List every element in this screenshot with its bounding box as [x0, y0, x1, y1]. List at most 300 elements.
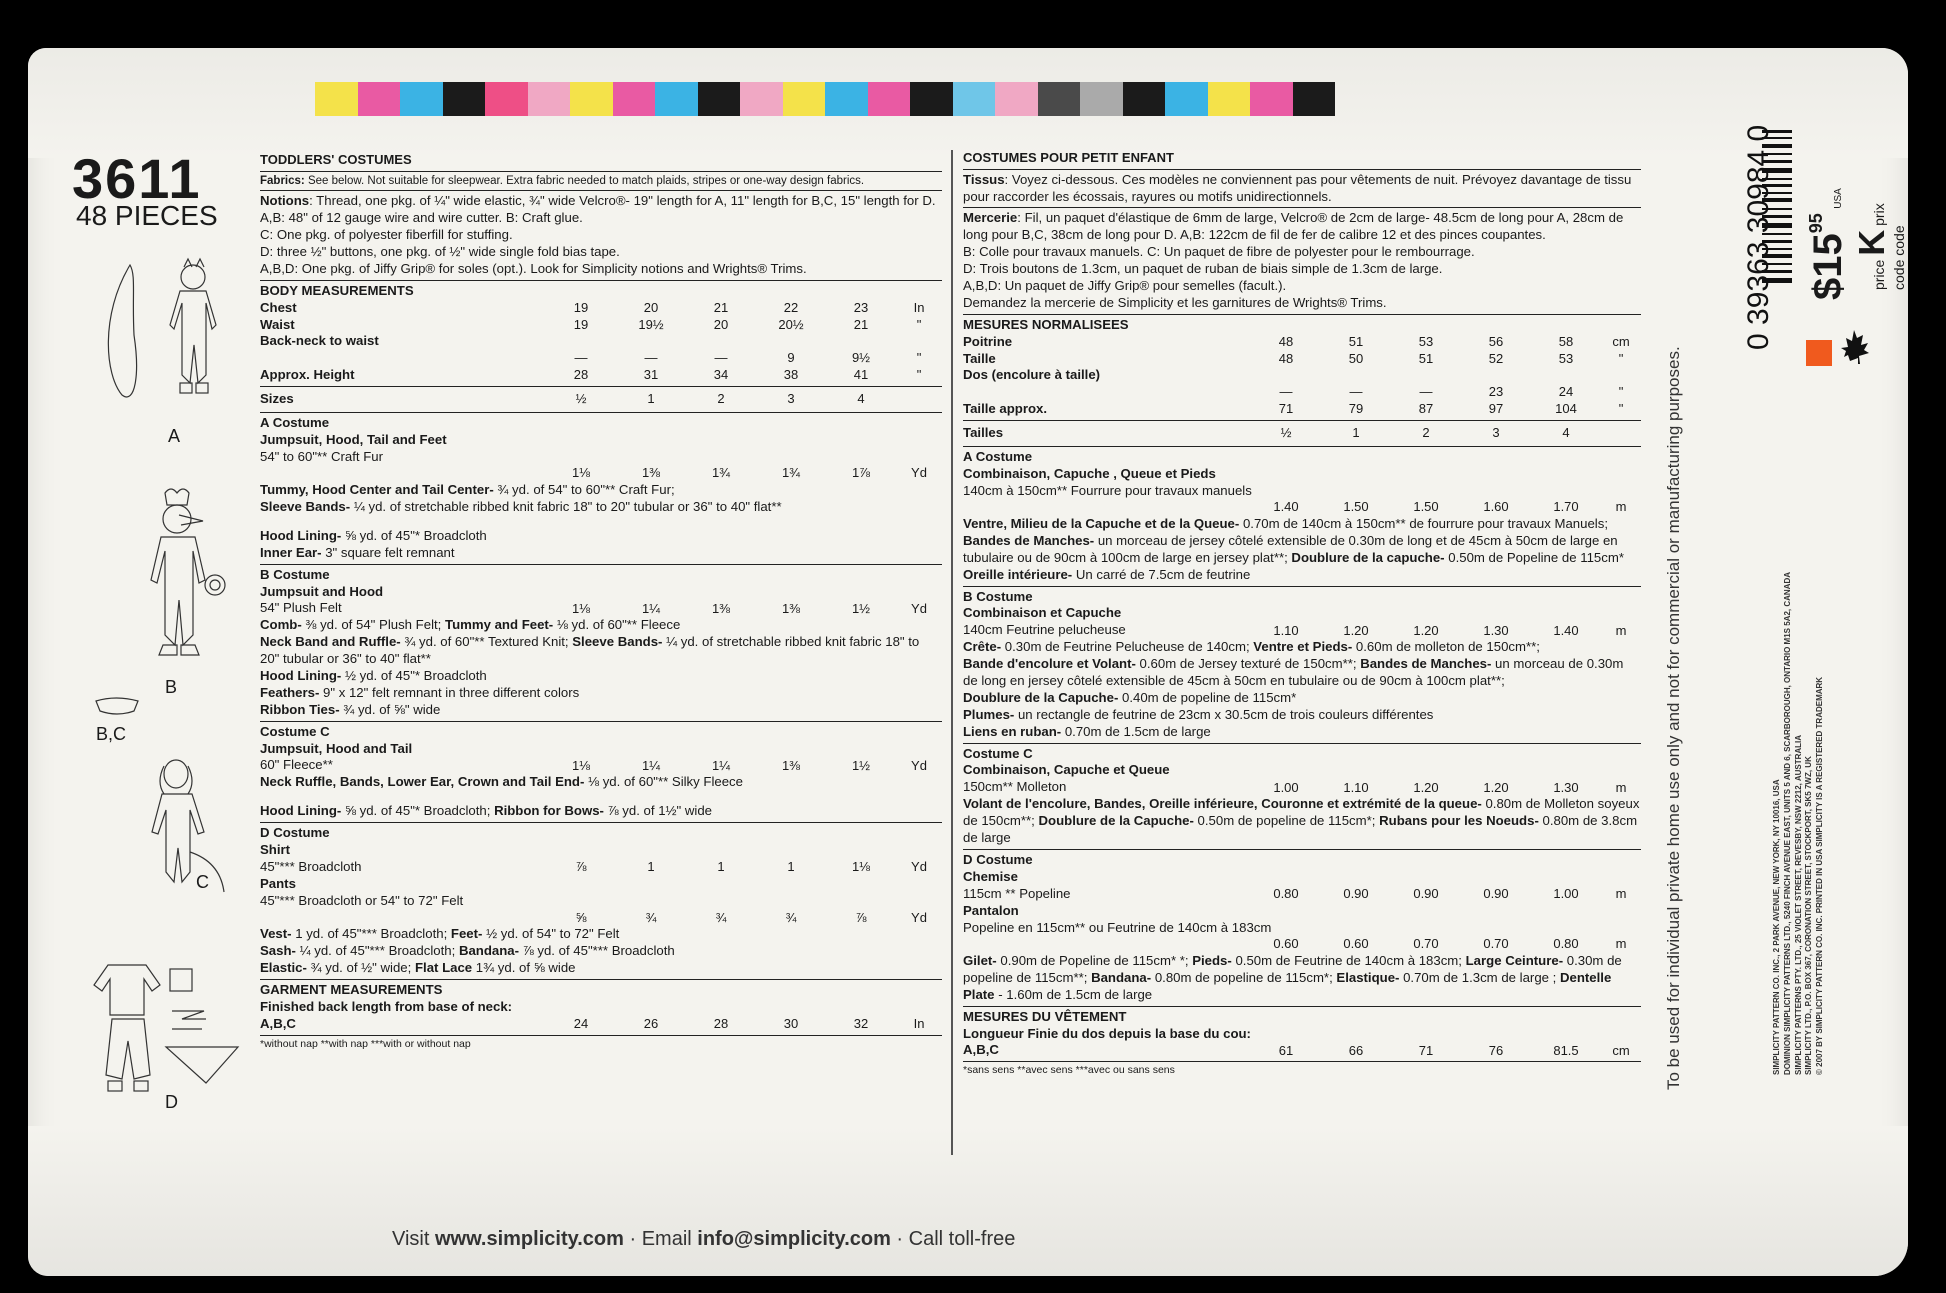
contrast-text: ¾ yd. of ⅝" wide [339, 701, 441, 717]
contrast-label: Crête- [963, 639, 1002, 655]
contrast-text: 0.30m de Feutrine Pelucheuse de 140cm; [1001, 639, 1254, 655]
view-label-b: B [165, 677, 178, 697]
garment-value: 32 [853, 1015, 869, 1031]
sizes-row [260, 386, 942, 408]
contrast-label: Feathers- [260, 684, 320, 700]
contrast-label: Bande d'encolure et Volant- [963, 656, 1136, 672]
fr-costume-d-shirt-fabric: 115cm ** Popeline [963, 885, 1071, 901]
contrast-text: 0.90m de Popeline de 115cm* *; [996, 953, 1193, 969]
contrast-text: 0.50m de Feutrine de 140cm à 183cm; [1231, 953, 1466, 969]
fr-costume-c-subtitle: Combinaison, Capuche et Queue [963, 762, 1170, 778]
column-divider [951, 150, 953, 1155]
fr-costume-d-shirt-metrage [963, 886, 1641, 903]
poitrine-value: 58 [1558, 333, 1574, 349]
notions-line: C: One pkg. of polyester fiberfill for stuffing. [260, 227, 513, 243]
price-value: $15 [1806, 233, 1850, 300]
mercerie-line: Demandez la mercerie de Simplicity et les garnitures de Wrights® Trims. [963, 294, 1387, 310]
tissus-text: : Voyez ci-dessous. Ces modèles ne conviennent pas pour vêtements de nuit. Prévoyez davantage de tissu pour raccorder les écossais, rayures ou motifs unidirectionnels. [963, 171, 1632, 204]
sketch-view-d [88, 955, 248, 1105]
fabrics-label: Fabrics: [260, 174, 305, 187]
yardage-value: 1¼ [711, 757, 731, 773]
contrast-text: 0.50m de popeline de 115cm*; [1193, 813, 1380, 829]
contrast-text: ¼ yd. of stretchable ribbed knit fabric 18" to 20" tubular or 36" to 40" flat** [350, 498, 782, 514]
taille-value: 48 [1278, 350, 1294, 366]
garment-unit: In [913, 1015, 925, 1031]
view-label-bc: B,C [96, 724, 127, 744]
costume-b-fabric: 54" Plush Felt [260, 600, 342, 616]
approx-label: Taille approx. [963, 400, 1048, 416]
mesures-vetement [963, 1006, 1641, 1060]
yardage-value: 1½ [851, 757, 871, 773]
costume-a-subtitle: Jumpsuit, Hood, Tail and Feet [260, 431, 447, 447]
yardage-unit: Yd [911, 859, 927, 875]
contrast-text: 9" x 12" felt remnant in three different colors [319, 684, 580, 700]
contrast-text: ⅛ yd. of 60"** Fleece [553, 617, 681, 633]
dos-value: 23 [1488, 384, 1504, 400]
costume-d-section [260, 822, 942, 977]
maple-leaf-icon [1836, 328, 1872, 368]
garment-value: 30 [783, 1015, 799, 1031]
color-swatch [1038, 82, 1081, 116]
waist-row [260, 317, 942, 334]
costume-b-section [260, 564, 942, 719]
sketch-ruffle-bc [92, 695, 142, 717]
size-value: 2 [1422, 425, 1430, 441]
color-swatch [443, 82, 486, 116]
contrast-text: 0.70m de 1.3cm de large ; [1399, 969, 1560, 985]
metrage-value: 1.30 [1553, 779, 1579, 795]
metrage-value: 1.40 [1273, 499, 1299, 515]
yardage-value: ¾ [715, 909, 727, 925]
costume-c-section [260, 721, 942, 820]
size-value: 3 [787, 391, 795, 407]
contrast-text: ⅞ yd. of 1½" wide [603, 803, 712, 819]
envelope-bottom [28, 1126, 1908, 1276]
footer-email: · Email [623, 1228, 698, 1250]
size-value: 1 [647, 391, 655, 407]
backneck-row [260, 350, 942, 367]
backneck-label [260, 333, 942, 350]
costume-d-pants-yardage [260, 910, 942, 927]
contrast-label: Sleeve Bands- [260, 498, 351, 514]
metrage-unit: m [1615, 885, 1627, 901]
yardage-value: 1⅜ [711, 600, 731, 616]
metrage-unit: m [1615, 936, 1627, 952]
contrast-label: Large Ceinture- [1465, 953, 1564, 969]
notions-label: Notions [260, 193, 310, 209]
notions-line: A,B,D: One pkg. of Jiffy Grip® for soles (opt.). Look for Simplicity notions and Wrights® Trims. [260, 260, 807, 276]
size-value: ½ [1280, 425, 1292, 441]
poitrine-label: Poitrine [963, 333, 1013, 349]
price-label: price [1871, 259, 1887, 290]
waist-value: 20½ [778, 316, 804, 332]
contrast-text: 0.80m de 3.8cm de large [963, 813, 1638, 846]
code-label: code [1890, 259, 1907, 290]
costume-a-section [260, 412, 942, 562]
garment-value: 66 [1348, 1042, 1364, 1058]
contrast-label: Rubans pour les Noeuds- [1379, 813, 1539, 829]
height-value: 38 [783, 367, 799, 383]
fr-costume-c-section [963, 743, 1641, 847]
garment-measurements-subtitle: Finished back length from base of neck: [260, 998, 513, 1014]
fr-costume-c-extra [963, 796, 1641, 847]
size-value: 3 [1492, 425, 1500, 441]
costume-d-shirt-fabric: 45"*** Broadcloth [260, 858, 362, 874]
backneck-value: — [574, 350, 588, 366]
price-currency: USA [1833, 188, 1844, 209]
height-value: 41 [853, 367, 869, 383]
garment-value: 26 [643, 1015, 659, 1031]
chest-value: 23 [853, 299, 869, 315]
fr-costume-d-section [963, 849, 1641, 1004]
garment-label: A,B,C [260, 1015, 296, 1031]
mesures-normalisees [963, 314, 1641, 418]
contrast-label: Hood Lining- [260, 527, 342, 543]
contrast-label: Liens en ruban- [963, 723, 1062, 739]
yardage-value: 1⅛ [571, 600, 591, 616]
metrage-value: 0.70 [1413, 936, 1439, 952]
color-swatch [868, 82, 911, 116]
metrage-value: 0.70 [1483, 936, 1509, 952]
color-swatch [655, 82, 698, 116]
taille-label: Taille [963, 350, 996, 366]
fr-costume-a-section [963, 446, 1641, 584]
costume-a-extra [260, 482, 942, 516]
metrage-value: 1.10 [1343, 779, 1369, 795]
yardage-value: ¾ [785, 909, 797, 925]
color-swatch [1165, 82, 1208, 116]
chest-value: 20 [643, 299, 659, 315]
approx-value: 104 [1555, 401, 1577, 417]
garment-value: 24 [573, 1015, 589, 1031]
sketch-view-c [128, 752, 238, 902]
contrast-text: 0.70m de 140cm à 150cm** de fourrure pour travaux Manuels; [1239, 516, 1608, 532]
costume-d-pants: Pants [260, 875, 296, 891]
metrage-value: 1.70 [1553, 499, 1579, 515]
color-swatch [1123, 82, 1166, 116]
contrast-text: ½ yd. of 54" to 72" Felt [482, 926, 620, 942]
yardage-value: 1¼ [641, 600, 661, 616]
yardage-value: 1¾ [781, 465, 801, 481]
contrast-label: Sash- [260, 943, 296, 959]
color-swatch [1250, 82, 1293, 116]
publisher-line: SIMPLICITY PATTERNS PTY. LTD., 25 VIOLET STREET, REVESBY, NSW 2212, AUSTRALIA [1793, 734, 1803, 1075]
contrast-text: 0.40m de popeline de 115cm* [1118, 689, 1297, 705]
contrast-text: ⅛ yd. of 60"** Silky Fleece [584, 774, 743, 790]
yardage-value: 1¼ [641, 757, 661, 773]
color-swatch [910, 82, 953, 116]
publisher-line: SIMPLICITY LTD., P.O. BOX 367, CORONATION STREET, STOCKPORT, SK5 7WZ, UK [1804, 756, 1814, 1075]
costume-a-yardage [260, 465, 942, 482]
contrast-label: Oreille intérieure- [963, 566, 1073, 582]
contrast-text: Un carré de 7.5cm de feutrine [1072, 566, 1251, 582]
color-swatch [740, 82, 783, 116]
contrast-label: Hood Lining- [260, 667, 342, 683]
contrast-text: ¾ yd. of ½" wide; [306, 959, 415, 975]
metrage-value: 0.90 [1413, 885, 1439, 901]
contrast-text: un morceau de jersey côtelé extensible de 0.30m de long et de 45cm à 50cm de large en tubulaire ou de 90cm à 100cm de large en jersey plat**; [963, 532, 1618, 565]
contrast-label: Pieds- [1192, 953, 1232, 969]
yardage-value: 1 [647, 859, 655, 875]
contrast-text: ⅜ yd. of 54" Plush Felt; [301, 617, 445, 633]
english-title: TODDLERS' COSTUMES [260, 152, 412, 167]
contrast-text: ¼ yd. of 45"*** Broadcloth; [295, 943, 459, 959]
french-title: COSTUMES POUR PETIT ENFANT [963, 150, 1174, 165]
poitrine-value: 56 [1488, 333, 1504, 349]
contrast-text: - 1.60m de 1.5cm de large [994, 986, 1153, 1002]
fr-costume-a-fabric: 140cm à 150cm** Fourrure pour travaux manuels [963, 482, 1252, 498]
costume-a-fabric: 54" to 60"** Craft Fur [260, 448, 383, 464]
size-value: 1 [1352, 425, 1360, 441]
fr-costume-b-subtitle: Combinaison et Capuche [963, 605, 1122, 621]
color-swatch [613, 82, 656, 116]
chest-value: 21 [713, 299, 729, 315]
contrast-label: Sleeve Bands- [572, 634, 663, 650]
color-swatch [825, 82, 868, 116]
dos-label-text: Dos (encolure à taille) [963, 367, 1101, 383]
publisher-line: © 2007 BY SIMPLICITY PATTERN CO. INC. PRINTED IN USA SIMPLICITY IS A REGISTERED TRADEMARK [1815, 676, 1825, 1075]
notions-line: A,B: 48" of 12 gauge wire and wire cutter. B: Craft glue. [260, 210, 583, 226]
yardage-value: 1⅛ [571, 757, 591, 773]
height-value: 34 [713, 367, 729, 383]
publisher-line: SIMPLICITY PATTERN CO. INC., 2 PARK AVENUE, NEW YORK, NY 10016, USA [1772, 779, 1781, 1075]
costume-d-shirt: Shirt [260, 841, 291, 857]
chest-value: 19 [573, 299, 589, 315]
contrast-text: 0.80m de popeline de 115cm*; [1151, 969, 1337, 985]
notions-line: : Thread, one pkg. of ¼" wide elastic, ¾" wide Velcro®- 19" length for A, 11" length for B,C, 15" length for D. [309, 193, 936, 209]
dos-row [963, 384, 1641, 401]
metrage-unit: m [1615, 499, 1627, 515]
contrast-label: Neck Ruffle, Bands, Lower Ear, Crown and Tail End- [260, 774, 585, 790]
color-swatch [698, 82, 741, 116]
mercerie-label: Mercerie [963, 210, 1018, 226]
fr-costume-d-title: D Costume [963, 851, 1033, 867]
contrast-text: ¼ yd. of stretchable ribbed knit fabric 18" to 20" tubular or 36" to 40" flat** [260, 634, 920, 667]
contrast-text: ½ yd. of 45"* Broadcloth [341, 667, 487, 683]
orange-swatch [1806, 340, 1832, 366]
costume-c-title: Costume C [260, 723, 330, 739]
garment-value: 81.5 [1553, 1042, 1579, 1058]
waist-value: 21 [853, 316, 869, 332]
footer-visit: Visit [392, 1228, 435, 1250]
fr-costume-d-pants-metrage [963, 936, 1641, 953]
fabrics-text: See below. Not suitable for sleepwear. Extra fabric needed to match plaids, stripes or one-way design fabrics. [307, 174, 865, 187]
yardage-value: ⅞ [575, 859, 587, 875]
contrast-label: Bandana- [458, 943, 520, 959]
contrast-label: Ventre, Milieu de la Capuche et de la Queue- [963, 516, 1240, 532]
height-value: 31 [643, 367, 659, 383]
pattern-pieces: 48 PIECES [76, 200, 218, 231]
contrast-text: un rectangle de feutrine de 23cm x 30.5cm de trois couleurs différentes [1014, 706, 1434, 722]
contrast-label: Doublure de la Capuche- [1038, 813, 1194, 829]
fr-costume-b-extra [963, 639, 1641, 740]
footer-site-link[interactable]: www.simplicity.com [434, 1228, 624, 1250]
contrast-text: 1 yd. of 45"*** Broadcloth; [291, 926, 451, 942]
contrast-label: Bandes de Manches- [1360, 656, 1492, 672]
garment-row [260, 1016, 942, 1033]
color-swatch [358, 82, 401, 116]
fr-costume-c-fabric: 150cm** Molleton [963, 779, 1067, 795]
waist-value: 20 [713, 316, 729, 332]
yardage-value: 1⅜ [781, 600, 801, 616]
height-label: Approx. Height [260, 366, 355, 382]
body-measurements [260, 280, 942, 384]
dos-value: — [1349, 384, 1363, 400]
costume-c-subtitle: Jumpsuit, Hood and Tail [260, 740, 413, 756]
mercerie-line: : Fil, un paquet d'élastique de 6mm de large, Velcro® de 2cm de large- 48.5cm de long pour A, 28cm de long pour B,C, 38cm de long pour D. A,B: 122cm de fil de fer de calibre 12 et des pinces coupantes. [963, 210, 1624, 243]
tailles-label: Tailles [963, 424, 1004, 440]
costume-b-title: B Costume [260, 566, 330, 582]
metrage-value: 1.20 [1343, 622, 1369, 638]
view-label-d: D [165, 1092, 178, 1112]
yardage-value: ⅝ [575, 909, 587, 925]
approx-value: 79 [1348, 401, 1364, 417]
yardage-value: 1⅞ [851, 465, 871, 481]
size-value: 4 [1562, 425, 1570, 441]
garment-value: 61 [1278, 1042, 1294, 1058]
contrast-label: Plumes- [963, 706, 1015, 722]
sketch-view-a [100, 255, 240, 430]
dos-value: 24 [1558, 384, 1574, 400]
yardage-value: 1 [717, 859, 725, 875]
waist-unit: " [916, 316, 922, 332]
backneck-value: 9 [787, 350, 795, 366]
yardage-unit: Yd [911, 600, 927, 616]
footer-email-link[interactable]: info@simplicity.com [697, 1228, 891, 1250]
contrast-text: ⅝ yd. of 45"* Broadcloth; [341, 803, 495, 819]
contrast-label: Bandana- [1091, 969, 1152, 985]
fr-costume-d-shirt: Chemise [963, 868, 1018, 884]
color-swatch [1293, 82, 1336, 116]
mesures-title: MESURES NORMALISEES [963, 316, 1129, 332]
taille-value: 50 [1348, 350, 1364, 366]
dos-value: — [1279, 384, 1293, 400]
fr-costume-b-title: B Costume [963, 588, 1033, 604]
barcode-digits: 0 39363 30984 0 [1742, 124, 1775, 350]
metrage-value: 1.30 [1483, 622, 1509, 638]
contrast-text: 0.80m de Molleton soyeux de 150cm**; [963, 796, 1640, 829]
contrast-label: Ribbon Ties- [260, 701, 340, 717]
backneck-unit: " [916, 350, 922, 366]
english-footnote: *without nap **with nap ***with or without nap [260, 1035, 942, 1051]
garment-measurements-title: GARMENT MEASUREMENTS [260, 981, 443, 997]
contrast-label: Gilet- [963, 953, 997, 969]
color-swatch [953, 82, 996, 116]
costume-b-extra [260, 617, 942, 718]
yardage-value: 1⅜ [641, 465, 661, 481]
yardage-value: 1⅜ [781, 757, 801, 773]
french-column [963, 150, 1641, 1078]
costume-d-shirt-yardage [260, 859, 942, 876]
contrast-text: 0.60m de molleton de 150cm**; [1352, 639, 1540, 655]
taille-value: 51 [1418, 350, 1434, 366]
garment-value: 28 [713, 1015, 729, 1031]
costume-a-lining [260, 528, 942, 562]
costume-c-fabric: 60" Fleece** [260, 757, 333, 773]
color-swatch [528, 82, 571, 116]
contrast-text: 1¾ yd. of ⅝ wide [472, 959, 576, 975]
fr-costume-b-section [963, 586, 1641, 741]
contrast-label: Volant de l'encolure, Bandes, Oreille inférieure, Couronne et extrémité de la queue- [963, 796, 1482, 812]
contrast-text: ¾ yd. of 54" to 60"** Craft Fur; [493, 482, 675, 498]
footer-call: · Call toll-free [890, 1228, 1016, 1250]
yardage-value: ¾ [645, 909, 657, 925]
mercerie-line: D: Trois boutons de 1.3cm, un paquet de ruban de biais simple de 1.3cm de large. [963, 261, 1443, 277]
chest-value: 22 [783, 299, 799, 315]
contrast-text: ¾ yd. of 60"** Textured Knit; [400, 634, 573, 650]
tissus-note [963, 169, 1641, 206]
fr-costume-d-pants-fabric: Popeline en 115cm** ou Feutrine de 140cm à 183cm [963, 919, 1272, 935]
height-value: 28 [573, 367, 589, 383]
price-block [1806, 188, 1851, 300]
dos-unit: " [1618, 384, 1624, 400]
contrast-label: Vest- [260, 926, 292, 942]
waist-value: 19 [573, 316, 589, 332]
costume-d-title: D Costume [260, 825, 330, 841]
contrast-label: Feet- [450, 926, 483, 942]
fr-costume-c-title: Costume C [963, 745, 1033, 761]
fr-costume-b-metrage [963, 622, 1641, 639]
costume-b-yardage [260, 600, 942, 617]
usage-notice: To be used for individual private home use only and not for commercial or manufacturing purposes. [1664, 346, 1683, 1090]
contrast-label: Elastique- [1336, 969, 1400, 985]
code-fr-label: code [1890, 225, 1907, 256]
contrast-text: 3" square felt remnant [321, 544, 455, 560]
publisher-line: DOMINION SIMPLICITY PATTERNS LTD., 5240 FINCH AVENUE EAST, UNITS 5 AND 6, SCARBOROUGH, ONTARIO M1S 5A2, CANADA [1782, 571, 1792, 1075]
contrast-text: ⅝ yd. of 45"* Broadcloth [341, 527, 487, 543]
fr-costume-a-title: A Costume [963, 448, 1033, 464]
taille-unit: " [1618, 350, 1624, 366]
garment-unit: cm [1612, 1042, 1630, 1058]
backneck-value: — [714, 350, 728, 366]
garment-value: 76 [1488, 1042, 1504, 1058]
contrast-label: Inner Ear- [260, 544, 322, 560]
costume-c-extra [260, 774, 942, 791]
poitrine-row [963, 334, 1641, 351]
metrage-value: 0.90 [1483, 885, 1509, 901]
metrage-unit: m [1615, 622, 1627, 638]
metrage-value: 1.00 [1273, 779, 1299, 795]
height-unit: " [916, 367, 922, 383]
approx-value: 97 [1488, 401, 1504, 417]
mercerie-line: B: Colle pour travaux manuels. C: Un paquet de fibre de polyester pour le rembourrage. [963, 244, 1475, 260]
taille-row [963, 351, 1641, 368]
color-swatch [485, 82, 528, 116]
color-swatch [570, 82, 613, 116]
contrast-label: Hood Lining- [260, 803, 342, 819]
metrage-value: 1.40 [1553, 622, 1579, 638]
contrast-text: ⅞ yd. of 45"*** Broadcloth [519, 943, 675, 959]
fabrics-note [260, 171, 942, 189]
footer-contact [392, 1228, 1015, 1251]
tailles-row [963, 420, 1641, 442]
contrast-text: 0.30m de popeline de 115cm**; [963, 953, 1622, 985]
fr-garment-row [963, 1042, 1641, 1059]
yardage-value: 1¾ [711, 465, 731, 481]
fr-costume-a-extra [963, 516, 1641, 584]
color-swatch [1080, 82, 1123, 116]
sketch-view-b [125, 485, 235, 675]
color-swatch [315, 82, 358, 116]
yardage-unit: Yd [911, 757, 927, 773]
costume-c-yardage [260, 757, 942, 774]
chest-unit: In [913, 299, 925, 315]
contrast-text: 0.60m de Jersey texturé de 150cm**; [1135, 656, 1361, 672]
metrage-value: 0.90 [1343, 885, 1369, 901]
fr-costume-a-metrage [963, 499, 1641, 516]
fr-garment-label: A,B,C [963, 1042, 999, 1058]
french-footnote: *sans sens **avec sens ***avec ou sans sens [963, 1061, 1641, 1077]
